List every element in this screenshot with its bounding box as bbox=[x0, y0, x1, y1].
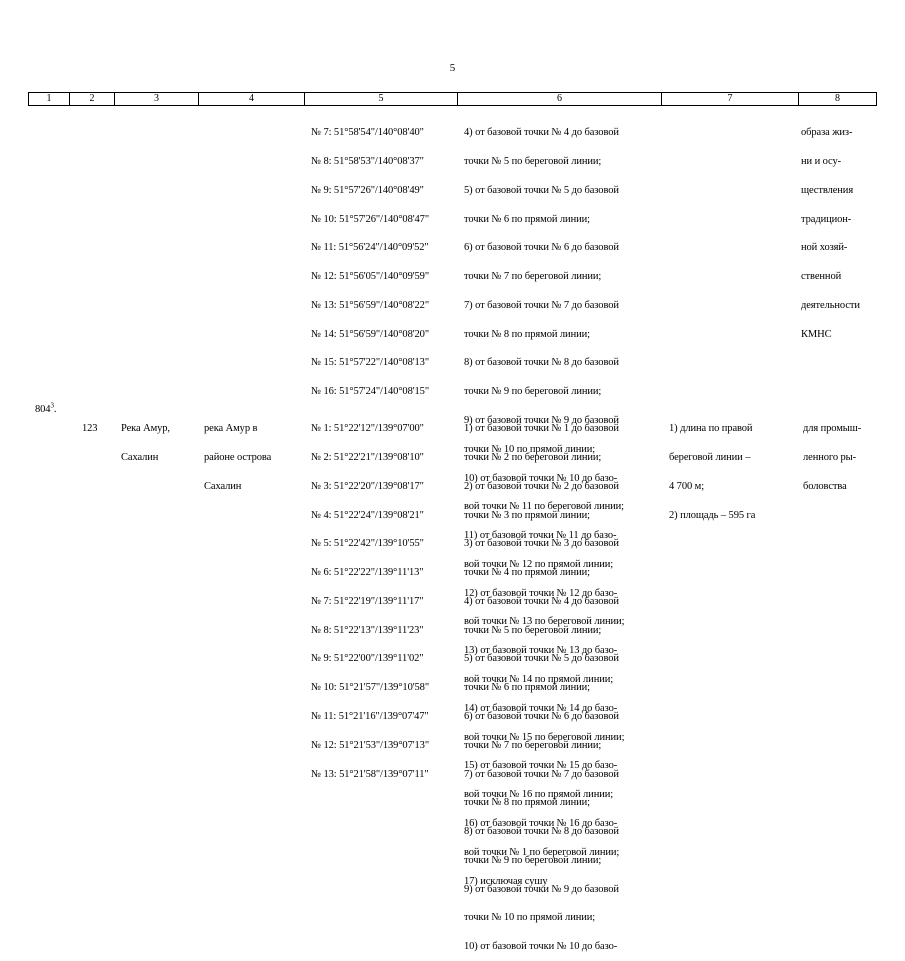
header-col-5: 5 bbox=[305, 93, 458, 105]
boundary-line: точки № 7 по береговой линии; bbox=[464, 271, 602, 283]
boundary-line: 15) от базовой точки № 15 до базо- bbox=[464, 760, 618, 772]
row-purpose bbox=[803, 405, 861, 501]
boundary-line: точки № 8 по прямой линии; bbox=[464, 797, 590, 809]
coordinate-line: № 1: 51°22'12"/139°07'00" bbox=[311, 423, 424, 435]
purpose-line: традицион- bbox=[801, 213, 852, 225]
boundary-line: 17) исключая сушу bbox=[464, 875, 548, 887]
boundary-line: 8) от базовой точки № 8 до базовой bbox=[464, 826, 619, 838]
coordinate-line: № 10: 51°57'26"/140°08'47" bbox=[311, 213, 430, 225]
coordinate-line: № 2: 51°22'21"/139°08'10" bbox=[311, 451, 424, 463]
continued-purpose bbox=[801, 109, 860, 349]
coordinate-line: № 15: 51°57'22"/140°08'13" bbox=[311, 357, 430, 369]
boundary-line: 13) от базовой точки № 13 до базо- bbox=[464, 645, 618, 657]
boundary-line: точки № 5 по береговой линии; bbox=[464, 624, 602, 636]
coordinate-line: № 8: 51°22'13"/139°11'23" bbox=[311, 624, 424, 636]
coordinate-line: № 16: 51°57'24"/140°08'15" bbox=[311, 386, 430, 398]
boundary-line: 1) от базовой точки № 1 до базовой bbox=[464, 423, 619, 435]
row-dimensions bbox=[669, 405, 755, 530]
location-line: районе острова bbox=[204, 451, 272, 463]
row-number-superscript: 3 bbox=[50, 401, 54, 410]
boundary-line: 11) от базовой точки № 11 до базо- bbox=[464, 530, 617, 542]
row-boundary-description bbox=[464, 405, 619, 961]
boundary-line: точки № 7 по береговой линии; bbox=[464, 739, 602, 751]
boundary-line: точки № 9 по береговой линии; bbox=[464, 386, 602, 398]
dimensions-line: 2) площадь – 595 га bbox=[669, 509, 756, 521]
boundary-line: вой точки № 15 по береговой линии; bbox=[464, 731, 625, 743]
row-water-body bbox=[121, 405, 170, 472]
boundary-line: 7) от базовой точки № 7 до базовой bbox=[464, 299, 619, 311]
coordinate-line: № 5: 51°22'42"/139°10'55" bbox=[311, 538, 424, 550]
coordinate-line: № 11: 51°56'24"/140°09'52" bbox=[311, 242, 429, 254]
location-line: Сахалин bbox=[204, 480, 242, 492]
boundary-line: 9) от базовой точки № 9 до базовой bbox=[464, 415, 619, 426]
boundary-line: точки № 3 по прямой линии; bbox=[464, 509, 590, 521]
boundary-line: 14) от базовой точки № 14 до базо- bbox=[464, 702, 618, 714]
boundary-line: 12) от базовой точки № 12 до базо- bbox=[464, 587, 618, 599]
dimensions-line: 1) длина по правой bbox=[669, 423, 753, 435]
boundary-line: вой точки № 1 по береговой линии; bbox=[464, 846, 620, 858]
coordinate-line: № 13: 51°21'58"/139°07'11" bbox=[311, 768, 429, 780]
boundary-line: точки № 6 по прямой линии; bbox=[464, 213, 590, 225]
purpose-line: КМНС bbox=[801, 328, 832, 340]
location-line: река Амур в bbox=[204, 423, 258, 435]
purpose-line: для промыш- bbox=[803, 423, 862, 435]
purpose-line: ной хозяй- bbox=[801, 242, 848, 254]
header-col-1: 1 bbox=[29, 93, 70, 105]
purpose-line: ственной bbox=[801, 271, 842, 283]
header-col-2: 2 bbox=[70, 93, 115, 105]
header-col-3: 3 bbox=[115, 93, 199, 105]
coordinate-line: № 6: 51°22'22"/139°11'13" bbox=[311, 567, 424, 579]
boundary-line: 9) от базовой точки № 9 до базовой bbox=[464, 883, 619, 895]
header-col-4: 4 bbox=[199, 93, 305, 105]
boundary-line: точки № 8 по прямой линии; bbox=[464, 328, 590, 340]
continued-coordinates bbox=[311, 109, 429, 406]
boundary-line: 16) от базовой точки № 16 до базо- bbox=[464, 817, 618, 829]
row-code-value: 123 bbox=[82, 423, 98, 435]
purpose-line: деятельности bbox=[801, 299, 860, 311]
coordinate-line: № 13: 51°56'59"/140°08'22" bbox=[311, 299, 430, 311]
coordinate-line: № 11: 51°21'16"/139°07'47" bbox=[311, 711, 429, 722]
coordinate-line: № 14: 51°56'59"/140°08'20" bbox=[311, 328, 430, 340]
coordinate-line: № 9: 51°22'00"/139°11'02" bbox=[311, 653, 424, 665]
boundary-line: 5) от базовой точки № 5 до базовой bbox=[464, 184, 619, 196]
boundary-line: 6) от базовой точки № 6 до базовой bbox=[464, 242, 619, 254]
boundary-line: 10) от базовой точки № 10 до базо- bbox=[464, 941, 618, 953]
boundary-line: 4) от базовой точки № 4 до базовой bbox=[464, 595, 619, 607]
row-number-main: 804 bbox=[35, 404, 51, 415]
dimensions-line: береговой линии – bbox=[669, 451, 751, 463]
coordinate-line: № 7: 51°22'19"/139°11'17" bbox=[311, 595, 424, 607]
row-location bbox=[204, 405, 271, 501]
header-col-7: 7 bbox=[662, 93, 799, 105]
purpose-line: ни и осу- bbox=[801, 155, 841, 167]
dimensions-line: 4 700 м; bbox=[669, 480, 705, 492]
row-number bbox=[35, 401, 57, 415]
coordinate-line: № 10: 51°21'57"/139°10'58" bbox=[311, 682, 430, 694]
boundary-line: точки № 5 по береговой линии; bbox=[464, 155, 602, 167]
boundary-line: точки № 10 по прямой линии; bbox=[464, 912, 596, 924]
purpose-line: боловства bbox=[803, 480, 847, 492]
boundary-line: точки № 2 по береговой линии; bbox=[464, 451, 602, 463]
header-col-8: 8 bbox=[835, 93, 840, 104]
boundary-line: 2) от базовой точки № 2 до базовой bbox=[464, 480, 619, 492]
coordinate-line: № 4: 51°22'24"/139°08'21" bbox=[311, 509, 424, 521]
boundary-line: точки № 10 по прямой линии; bbox=[464, 443, 596, 455]
boundary-line: точки № 9 по береговой линии; bbox=[464, 854, 602, 866]
boundary-line: точки № 6 по прямой линии; bbox=[464, 682, 590, 694]
water-body-line: Река Амур, bbox=[121, 423, 170, 435]
boundary-line: 5) от базовой точки № 5 до базовой bbox=[464, 653, 619, 665]
coordinate-line: № 9: 51°57'26"/140°08'49" bbox=[311, 184, 424, 196]
boundary-line: вой точки № 13 по береговой линии; bbox=[464, 616, 625, 628]
header-col-6: 6 bbox=[458, 93, 662, 105]
boundary-line: 4) от базовой точки № 4 до базовой bbox=[464, 127, 619, 139]
coordinate-line: № 12: 51°56'05"/140°09'59" bbox=[311, 271, 430, 283]
boundary-line: 10) от базовой точки № 10 до базо- bbox=[464, 472, 618, 484]
boundary-line: 8) от базовой точки № 8 до базовой bbox=[464, 357, 619, 369]
purpose-line: ленного ры- bbox=[803, 451, 857, 463]
boundary-line: 3) от базовой точки № 3 до базовой bbox=[464, 538, 619, 550]
boundary-line: вой точки № 14 по прямой линии; bbox=[464, 674, 614, 686]
coordinate-line: № 7: 51°58'54"/140°08'40" bbox=[311, 127, 424, 139]
table-header bbox=[28, 92, 877, 106]
page-number: 5 bbox=[449, 62, 456, 74]
boundary-line: вой точки № 16 по прямой линии; bbox=[464, 789, 614, 801]
coordinate-line: № 12: 51°21'53"/139°07'13" bbox=[311, 739, 430, 751]
boundary-line: вой точки № 12 по прямой линии; bbox=[464, 558, 614, 570]
row-coordinates bbox=[311, 405, 429, 789]
boundary-line: вой точки № 11 по береговой линии; bbox=[464, 501, 624, 513]
row-number-dot: . bbox=[53, 404, 57, 415]
purpose-line: ществления bbox=[801, 184, 854, 196]
coordinate-line: № 8: 51°58'53"/140°08'37" bbox=[311, 155, 424, 167]
coordinate-line: № 3: 51°22'20"/139°08'17" bbox=[311, 480, 424, 492]
purpose-line: образа жиз- bbox=[801, 127, 853, 139]
row-code bbox=[82, 405, 97, 443]
boundary-line: 7) от базовой точки № 7 до базовой bbox=[464, 768, 619, 780]
water-body-line: Сахалин bbox=[121, 451, 159, 463]
boundary-line: 6) от базовой точки № 6 до базовой bbox=[464, 711, 619, 722]
boundary-line: точки № 4 по прямой линии; bbox=[464, 567, 590, 579]
